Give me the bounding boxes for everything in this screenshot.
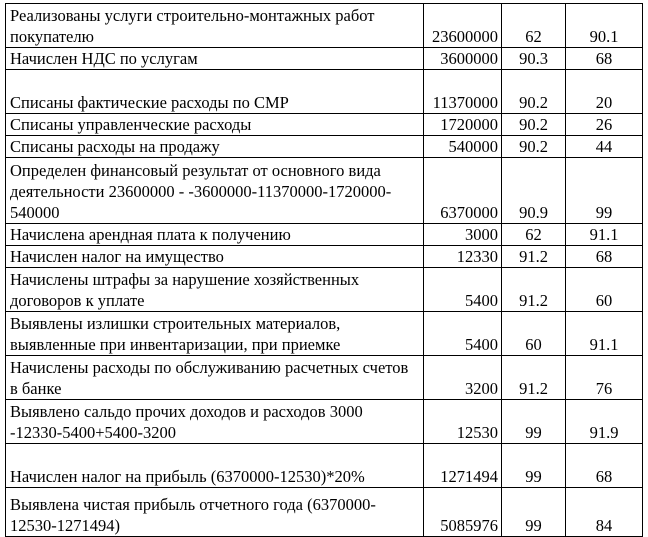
table-row [6,400,643,444]
entry-amount: 1720000 [424,114,502,136]
table-row [6,268,643,312]
entry-debit-account: 62 [502,4,566,48]
entry-description: Списаны управленческие расходы [6,114,424,136]
entry-credit-account: 44 [566,136,643,158]
entry-credit-account: 76 [566,356,643,400]
entry-credit-account: 90.1 [566,4,643,48]
entry-debit-account: 99 [502,400,566,444]
entry-debit-account: 91.2 [502,246,566,268]
entry-debit-account: 91.2 [502,356,566,400]
entry-amount: 5085976 [424,488,502,537]
entry-credit-account: 68 [566,246,643,268]
entry-description: Начислена арендная плата к получению [6,224,424,246]
entry-credit-account: 60 [566,268,643,312]
entry-credit-account: 68 [566,48,643,70]
entry-description: Списаны расходы на продажу [6,136,424,158]
entry-credit-account: 84 [566,488,643,537]
entry-description: Выявлена чистая прибыль отчетного года (6370000-12530-1271494) [6,488,424,537]
entry-debit-account: 91.2 [502,268,566,312]
table-row [6,158,643,224]
entry-debit-account: 99 [502,444,566,488]
entry-debit-account: 60 [502,312,566,356]
entry-amount: 12530 [424,400,502,444]
entry-amount: 540000 [424,136,502,158]
table-row [6,4,643,48]
entry-description: Начислен налог на прибыль (6370000-12530)*20% [6,444,424,488]
entry-credit-account: 91.1 [566,312,643,356]
entry-credit-account: 91.9 [566,400,643,444]
entry-amount: 6370000 [424,158,502,224]
table-row [6,70,643,114]
entry-description: Начислен налог на имущество [6,246,424,268]
entry-debit-account: 62 [502,224,566,246]
table-row [6,356,643,400]
table-row [6,488,643,537]
entry-amount: 3200 [424,356,502,400]
accounting-entries-table [5,3,643,537]
entry-debit-account: 90.3 [502,48,566,70]
entry-description: Выявлено сальдо прочих доходов и расходов 3000 -12330-5400+5400-3200 [6,400,424,444]
entry-description: Выявлены излишки строительных материалов, выявленные при инвентаризации, при приемке [6,312,424,356]
table-row [6,312,643,356]
table-row [6,444,643,488]
entry-amount: 12330 [424,246,502,268]
entry-amount: 1271494 [424,444,502,488]
entry-description: Начислены расходы по обслуживанию расчетных счетов в банке [6,356,424,400]
entry-debit-account: 90.2 [502,114,566,136]
entry-amount: 3600000 [424,48,502,70]
table-row [6,224,643,246]
entry-description: Начислены штрафы за нарушение хозяйственных договоров к уплате [6,268,424,312]
entry-amount: 3000 [424,224,502,246]
table-row [6,48,643,70]
entry-debit-account: 90.9 [502,158,566,224]
entry-amount: 23600000 [424,4,502,48]
entry-description: Списаны фактические расходы по СМР [6,70,424,114]
entry-debit-account: 90.2 [502,136,566,158]
entry-credit-account: 99 [566,158,643,224]
entry-description: Начислен НДС по услугам [6,48,424,70]
table-row [6,136,643,158]
table-row [6,114,643,136]
table-row [6,246,643,268]
entry-amount: 5400 [424,312,502,356]
entry-credit-account: 20 [566,70,643,114]
entry-description: Реализованы услуги строительно-монтажных работ покупателю [6,4,424,48]
entry-credit-account: 68 [566,444,643,488]
entry-description: Определен финансовый результат от основного вида деятельности 23600000 - -3600000-11370000-1720000-540000 [6,158,424,224]
entry-debit-account: 99 [502,488,566,537]
entry-credit-account: 26 [566,114,643,136]
entry-amount: 11370000 [424,70,502,114]
entry-debit-account: 90.2 [502,70,566,114]
entry-amount: 5400 [424,268,502,312]
entry-credit-account: 91.1 [566,224,643,246]
